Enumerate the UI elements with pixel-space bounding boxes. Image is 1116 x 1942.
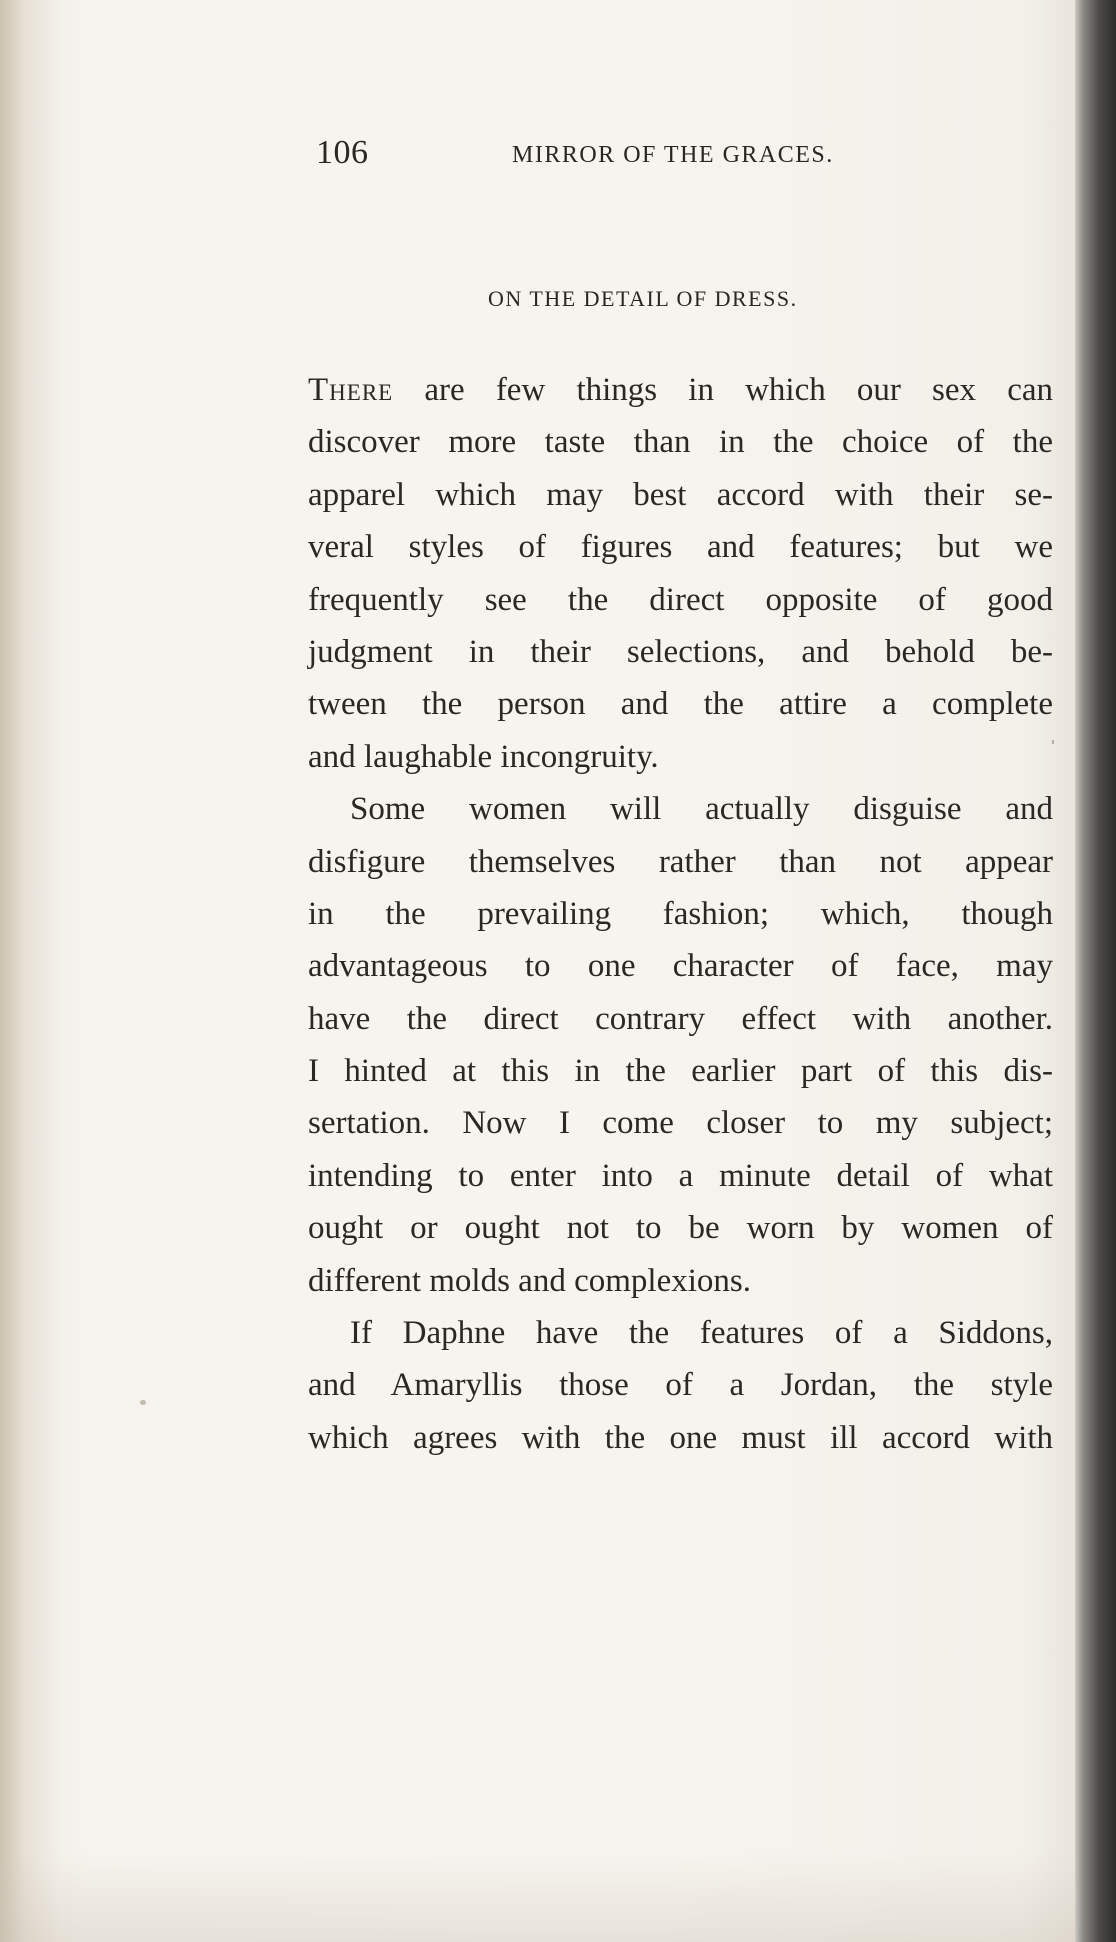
page-left-edge-stain <box>0 0 60 1942</box>
text-line: sertation. Now I come closer to my subject; <box>308 1105 1053 1142</box>
text-line: discover more taste than in the choice of the <box>308 424 1053 461</box>
text-line: have the direct contrary effect with another. <box>308 1000 1053 1037</box>
text-line: advantageous to one character of face, may <box>308 948 1053 985</box>
text-line: I hinted at this in the earlier part of this dis- <box>308 1053 1053 1090</box>
text-line: and Amaryllis those of a Jordan, the style <box>308 1367 1053 1404</box>
text-line: which agrees with the one must ill accord with <box>308 1419 1053 1456</box>
text-line: There are few things in which our sex can <box>308 372 1053 408</box>
text-line: in the prevailing fashion; which, though <box>308 895 1053 932</box>
section-title: ON THE DETAIL OF DRESS. <box>488 286 798 311</box>
text-line: disfigure themselves rather than not appear <box>308 843 1053 880</box>
book-gutter-shadow <box>1075 0 1116 1942</box>
page-number: 106 <box>316 134 369 171</box>
paper-speck <box>140 1400 146 1405</box>
opening-word: There <box>308 372 394 408</box>
text-line: apparel which may best accord with their se- <box>308 476 1053 513</box>
text-line: and laughable incongruity. <box>308 738 659 775</box>
text-line: judgment in their selections, and behold be- <box>308 633 1053 670</box>
text-line: tween the person and the attire a complete <box>308 686 1053 723</box>
text-line: veral styles of figures and features; but we <box>308 529 1053 566</box>
text-line: frequently see the direct opposite of good <box>308 581 1053 618</box>
running-head: MIRROR OF THE GRACES. <box>512 142 834 168</box>
text-line: Some women will actually disguise and <box>350 791 1053 828</box>
text-line: ought or ought not to be worn by women of <box>308 1210 1053 1247</box>
text-line: different molds and complexions. <box>308 1262 751 1299</box>
text-line: If Daphne have the features of a Siddons, <box>350 1315 1053 1352</box>
page-bottom-edge <box>0 1852 1075 1942</box>
text-line: intending to enter into a minute detail of what <box>308 1157 1053 1194</box>
page-header <box>316 134 1075 174</box>
body-text <box>308 364 1053 1464</box>
